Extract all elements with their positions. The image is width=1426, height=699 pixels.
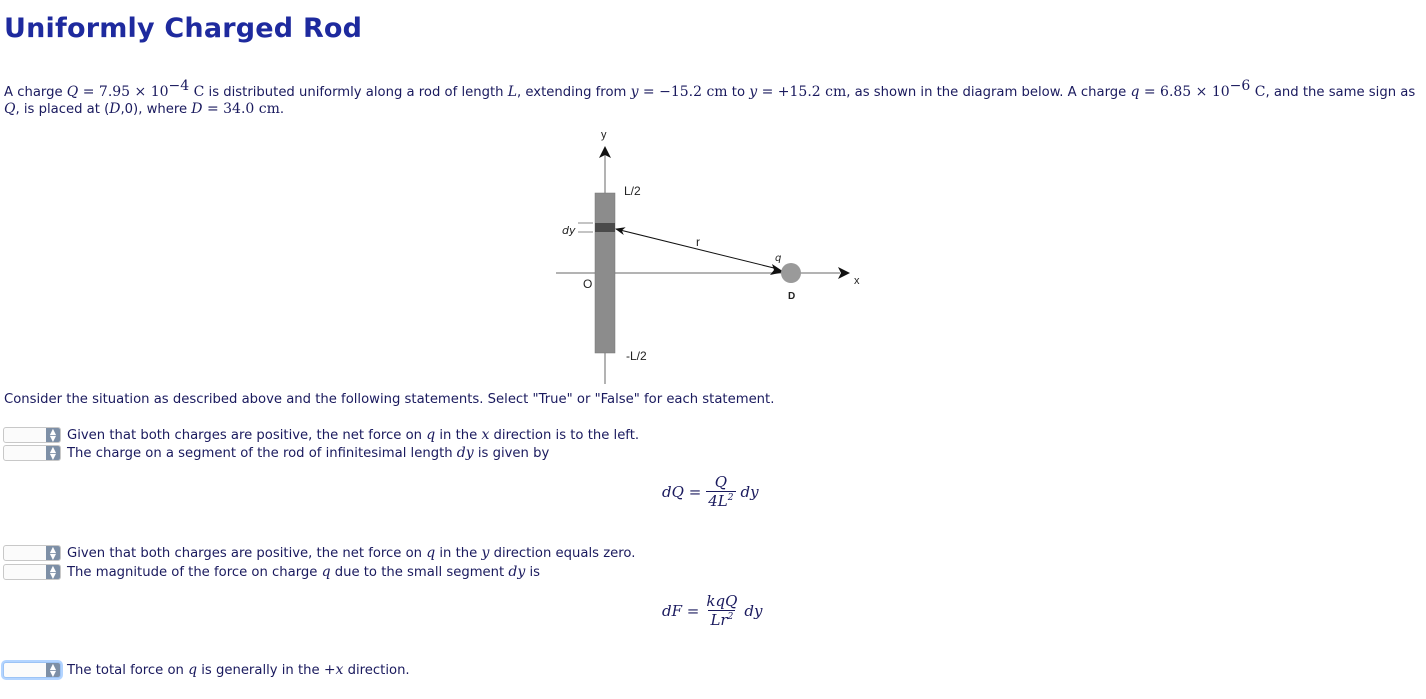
statement-text-3: Given that both charges are positive, the net force on q in the y direction equals zero. (67, 545, 636, 561)
statement-text-4: The magnitude of the force on charge q due to the small segment dy is (67, 564, 540, 580)
updown-chevron-icon: ▲ ▼ (46, 446, 60, 460)
q-label: q (775, 253, 782, 264)
page-title: Uniformly Charged Rod (4, 13, 363, 44)
statement-row-1 (3, 426, 639, 444)
statement-text-5: The total force on q is generally in the +x direction. (67, 662, 410, 678)
statement-row-4 (3, 563, 540, 581)
rod-segment-dy (595, 223, 615, 232)
rod-diagram (540, 124, 880, 390)
statement-text-1: Given that both charges are positive, the net force on q in the x direction is to the left. (67, 427, 640, 443)
statement-text-2: The charge on a segment of the rod of infinitesimal length dy is given by (67, 445, 550, 461)
charged-rod (595, 193, 615, 353)
D-label: D (788, 291, 796, 302)
true-false-select-1[interactable] (3, 427, 61, 443)
statement-row-3 (3, 544, 635, 562)
updown-chevron-icon: ▲ ▼ (46, 546, 60, 560)
r-label: r (696, 235, 700, 249)
problem-statement: A charge $Q = 7.95 \times 10^{-4}$ C is distributed uniformly along a rod of length L, extending from y = −15.2 cm to y = +15.2 cm, as shown in the diagram below. A charge $q = 6.85 \times 10^{-6}$ C, and the same sign as Q, is placed at (D,0), where D = 34.0 cm. (4, 78, 1416, 117)
equation-dQ: dQ = $\frac{Q}{4L^2}$ dy (662, 473, 759, 510)
dy-label: dy (562, 224, 576, 237)
updown-chevron-icon: ▲ ▼ (46, 565, 60, 579)
true-false-select-3[interactable] (3, 545, 61, 561)
updown-chevron-icon: ▲ ▼ (46, 428, 60, 442)
instructions: Consider the situation as described above and the following statements. Select "True" or "False" for each statement. (4, 392, 775, 407)
true-false-select-5[interactable] (3, 662, 61, 678)
top-end-label: L/2 (624, 184, 641, 198)
true-false-select-4[interactable] (3, 564, 61, 580)
bottom-end-label: -L/2 (626, 349, 647, 363)
equation-dF: dF = $\frac{\text{kqQ}}{Lr^2}$ dy (662, 592, 763, 629)
x-axis-label: x (854, 275, 860, 287)
origin-label: O (583, 277, 593, 291)
statement-row-5 (3, 661, 410, 679)
point-charge-q (781, 263, 801, 283)
statement-row-2 (3, 444, 549, 462)
true-false-select-2[interactable] (3, 445, 61, 461)
updown-chevron-icon: ▲ ▼ (46, 663, 60, 677)
y-axis-label: y (601, 129, 607, 141)
